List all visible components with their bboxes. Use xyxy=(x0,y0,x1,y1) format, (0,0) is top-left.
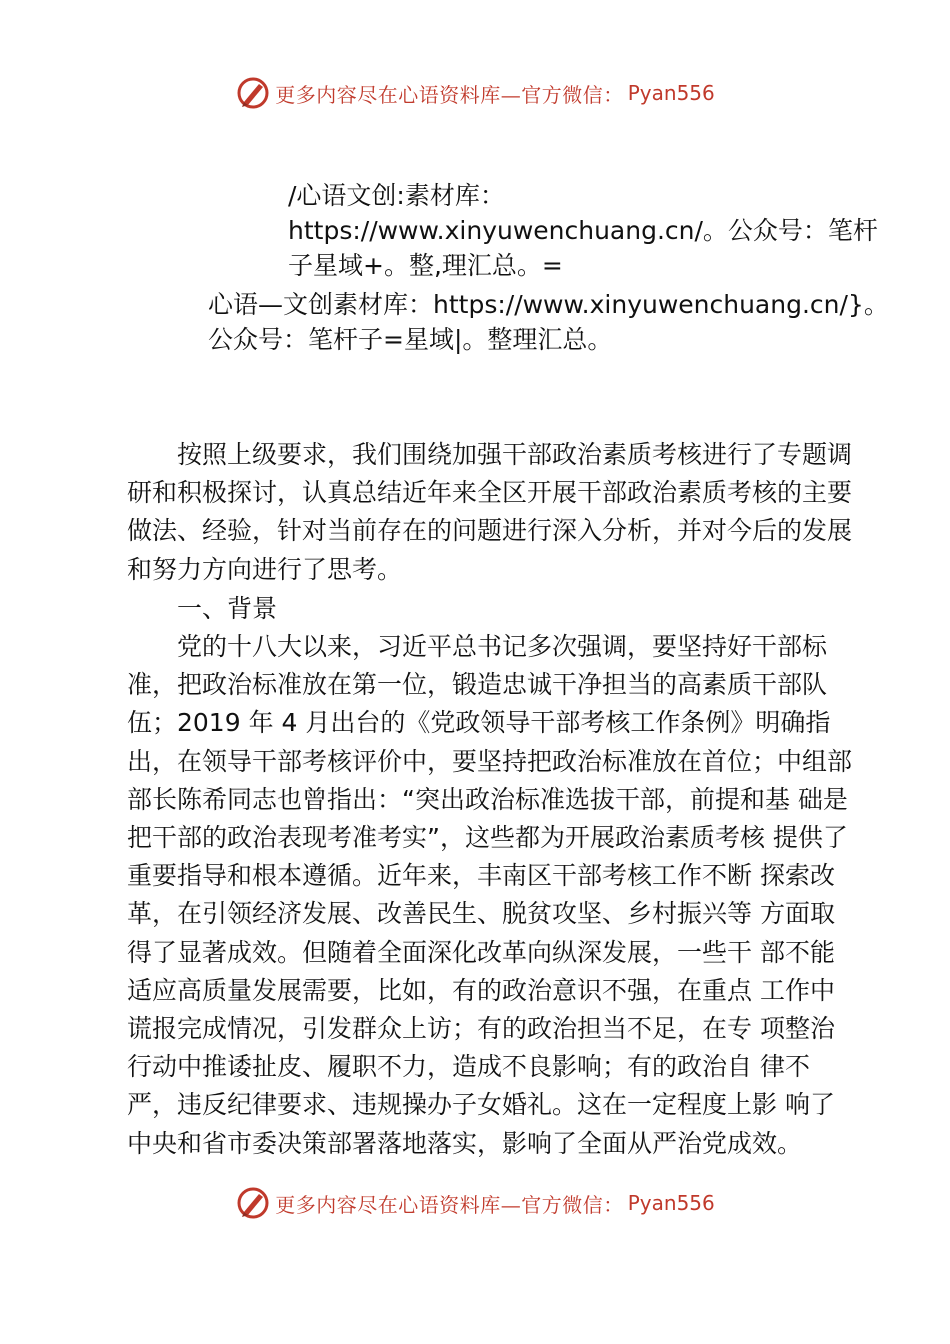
section-heading: 一、背景 xyxy=(177,593,278,623)
intro-paragraph: 按照上级要求，我们围绕加强干部政治素质考核进行了专题调研和积极探讨，认真总结近年来全区开展干部政治素质考核的主要做法、经验，针对当前存在的问题进行深入分析，并对今后的发展和努力方向进行了思考。 xyxy=(127,440,853,584)
header-wechat-id: Pyan556 xyxy=(627,81,715,105)
pen-logo-icon xyxy=(235,75,271,111)
pen-logo-icon xyxy=(235,1185,271,1221)
header-banner xyxy=(0,68,950,118)
footer-wechat-id: Pyan556 xyxy=(627,1191,715,1215)
header-banner-text: 更多内容尽在心语资料库—官方微信： xyxy=(275,82,624,107)
footer-banner xyxy=(0,1178,950,1228)
background-paragraph: 党的十八大以来，习近平总书记多次强调，要坚持好干部标 准，把政治标准放在第一位，锻造忠诚干净担当的高素质干部队 伍；2019 年 4 月出台的《党政领导干部考核工作条例》明确指出，在领导干部考核评价中，要坚持把政治标准放在首位；中组部部长陈希同志也曾指出：“突出政治标准选拔干部，前提和基 础是把干部的政治表现考准考实”，这些都为开展政治素质考核 提供了重要指导和根本遵循。近年来，丰南区干部考核工作不断 探索改革，在引领经济发展、改善民生、脱贫攻坚、乡村振兴等 方面取得了显著成效。但随着全面深化改革向纵深发展，一些干 部不能适应高质量发展需要，比如，有的政治意识不强，在重点 工作中谎报完成情况，引发群众上访；有的政治担当不足，在专 项整治行动中推诿扯皮、履职不力，造成不良影响；有的政治自 律不严，违反纪律要求、违规操办子女婚礼。这在一定程度上影 响了中央和省市委决策部署落地落实，影响了全面从严治党成效。 xyxy=(127,632,853,1158)
footer-banner-text: 更多内容尽在心语资料库—官方微信： xyxy=(275,1192,624,1217)
watermark-note-2: 心语—文创素材库：https://www.xinyuwenchuang.cn/}。公众号：笔杆子=星域|。整理汇总。 xyxy=(208,290,889,354)
watermark-note-1: /心语文创:素材库：https://www.xinyuwenchuang.cn/。公众号：笔杆子星域+。整,理汇总。= xyxy=(288,181,878,280)
document-body xyxy=(127,436,857,1163)
